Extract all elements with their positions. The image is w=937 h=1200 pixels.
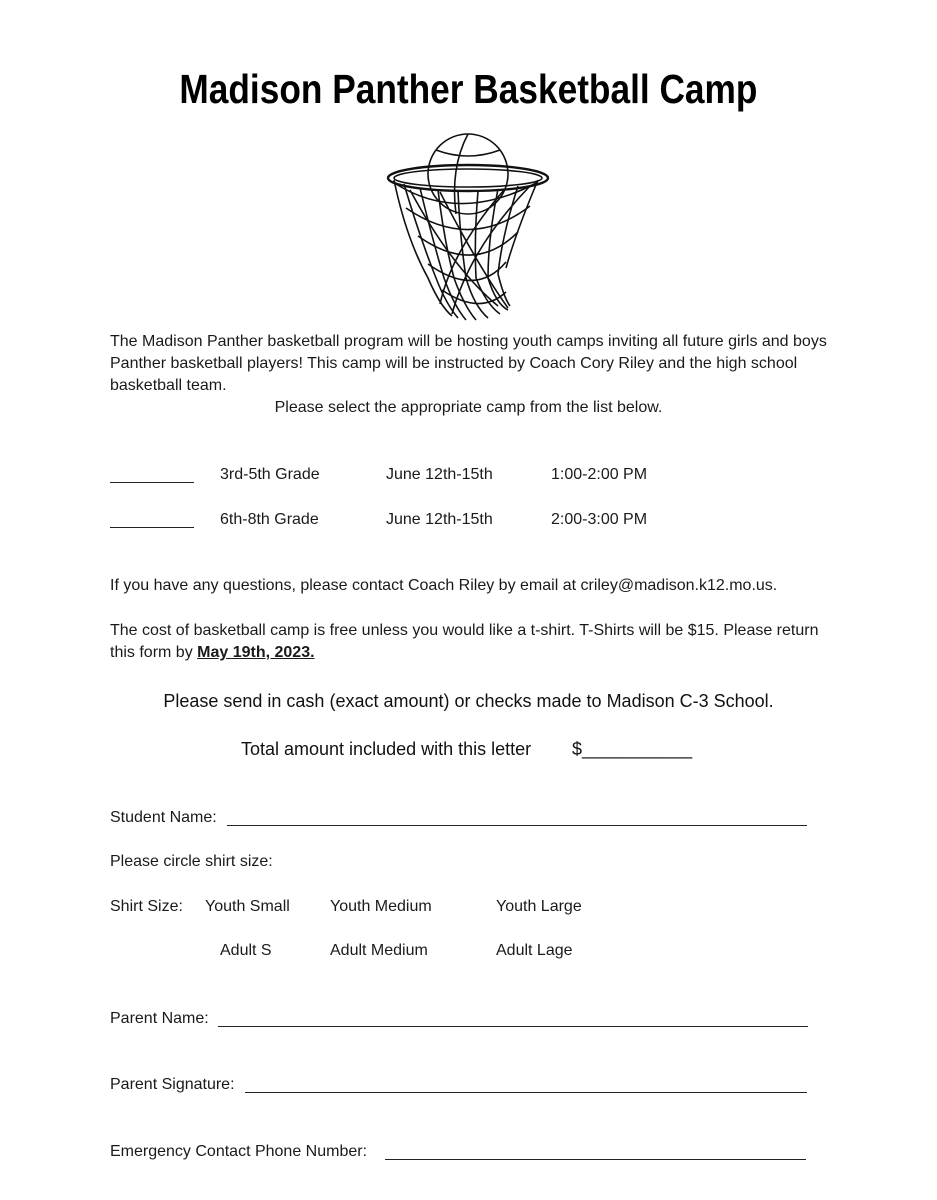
size-youth-large[interactable]: Youth Large — [496, 898, 582, 915]
parent-name-label: Parent Name: — [110, 1010, 209, 1027]
parent-name-field[interactable] — [218, 1026, 808, 1027]
contact-line: If you have any questions, please contact Coach Riley by email at criley@madison.k12.mo.us. — [110, 577, 778, 594]
total-label: Total amount included with this letter — [241, 739, 532, 759]
camp-time-1: 1:00-2:00 PM — [551, 466, 648, 483]
size-adult-medium[interactable]: Adult Medium — [330, 942, 428, 959]
size-adult-large[interactable]: Adult Lage — [496, 942, 573, 959]
cost-paragraph — [110, 620, 830, 664]
parent-signature-field[interactable] — [245, 1092, 807, 1093]
parent-signature-label: Parent Signature: — [110, 1076, 235, 1093]
page-title: Madison Panther Basketball Camp — [179, 66, 758, 112]
student-name-label: Student Name: — [110, 809, 217, 826]
total-amount-field[interactable]: $___________ — [572, 739, 693, 759]
camp-checkbox-line-2[interactable] — [110, 527, 194, 528]
size-adult-s[interactable]: Adult S — [220, 942, 272, 959]
camp-dates-2: June 12th-15th — [386, 511, 493, 528]
camp-dates-1: June 12th-15th — [386, 466, 493, 483]
cost-text: The cost of basketball camp is free unless you would like a t-shirt. T-Shirts will be $15. Please return this form by — [110, 622, 819, 661]
camp-time-2: 2:00-3:00 PM — [551, 511, 648, 528]
payment-line: Please send in cash (exact amount) or checks made to Madison C-3 School. — [163, 691, 774, 711]
select-prompt: Please select the appropriate camp from the list below. — [274, 399, 663, 416]
circle-prompt: Please circle shirt size: — [110, 853, 273, 870]
deadline-date: May 19th, 2023. — [197, 644, 315, 661]
shirt-size-label: Shirt Size: — [110, 898, 183, 915]
intro-paragraph: The Madison Panther basketball program will be hosting youth camps inviting all future girls and boys Panther basketball players! This camp will be instructed by Coach Cory Riley and the high school basketball team. — [110, 333, 827, 394]
emergency-contact-label: Emergency Contact Phone Number: — [110, 1143, 368, 1160]
camp-grade-1: 3rd-5th Grade — [220, 466, 320, 483]
size-youth-medium[interactable]: Youth Medium — [330, 898, 432, 915]
camp-grade-2: 6th-8th Grade — [220, 511, 319, 528]
emergency-contact-field[interactable] — [385, 1159, 806, 1160]
size-youth-small[interactable]: Youth Small — [205, 898, 290, 915]
camp-checkbox-line-1[interactable] — [110, 482, 194, 483]
student-name-field[interactable] — [227, 825, 807, 826]
basketball-hoop-icon — [380, 128, 556, 326]
